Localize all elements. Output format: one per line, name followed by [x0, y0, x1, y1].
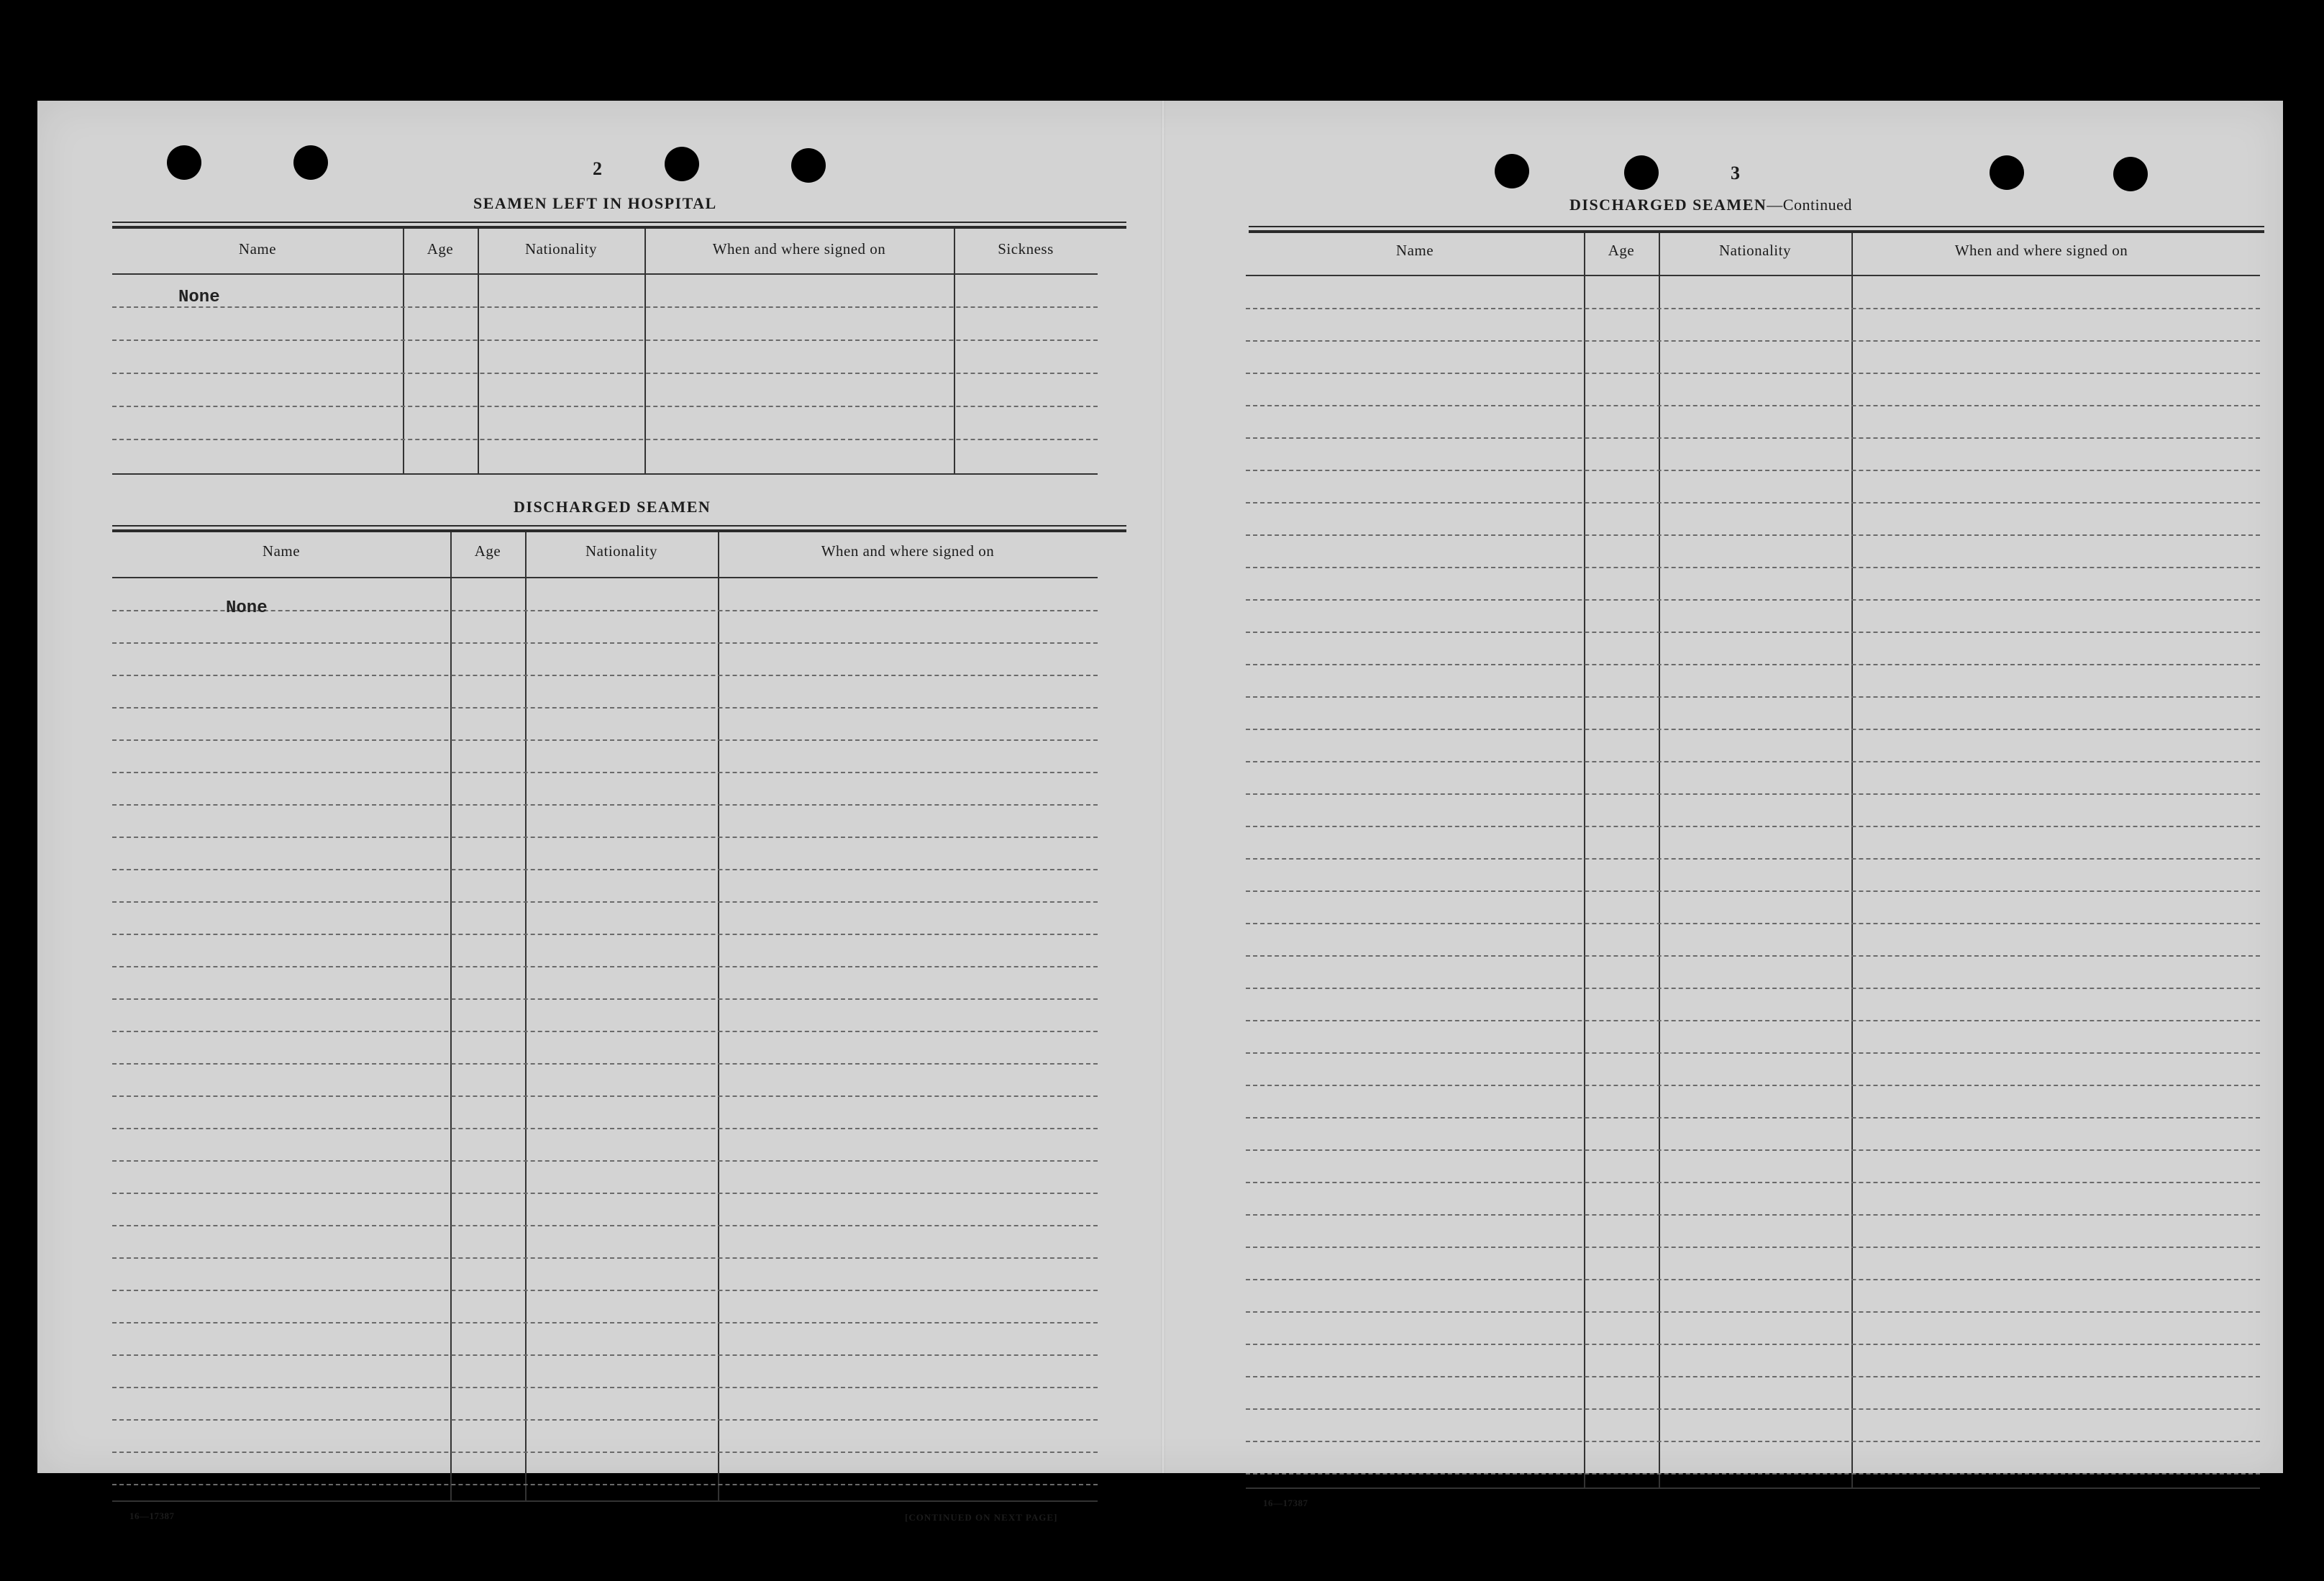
column-header-age: Age: [1608, 242, 1635, 259]
column-divider: [403, 229, 404, 473]
punch-hole: [167, 145, 201, 180]
double-rule: [1249, 226, 2264, 227]
ruled-line: [1246, 1149, 2260, 1151]
ruled-line: [1246, 826, 2260, 827]
ruled-line: [1246, 470, 2260, 471]
ruled-line: [1246, 1344, 2260, 1345]
ruled-line: [1246, 1214, 2260, 1216]
column-divider: [1659, 233, 1660, 1487]
section-title-main: DISCHARGED SEAMEN: [1569, 196, 1767, 214]
ruled-line: [1246, 988, 2260, 989]
double-rule: [112, 525, 1126, 527]
ruled-line: [112, 998, 1098, 1000]
ruled-line: [1246, 1311, 2260, 1313]
column-header-nationality: Nationality: [1719, 242, 1791, 259]
column-header-signed-on: When and where signed on: [821, 542, 995, 560]
column-divider: [644, 229, 646, 473]
header-rule: [112, 577, 1098, 578]
column-header-name: Name: [1395, 242, 1434, 259]
ruled-line: [1246, 1408, 2260, 1410]
column-divider: [1584, 233, 1585, 1487]
section-end-rule: [112, 473, 1098, 475]
column-divider: [478, 229, 479, 473]
ruled-line: [1246, 696, 2260, 698]
ruled-line: [1246, 793, 2260, 795]
ruled-line: [1246, 1052, 2260, 1054]
column-header-name: Name: [238, 240, 277, 258]
ruled-line: [1246, 858, 2260, 860]
ruled-line: [112, 306, 1098, 308]
ruled-line: [112, 439, 1098, 440]
ruled-line: [1246, 1473, 2260, 1475]
ruled-line: [112, 1063, 1098, 1065]
column-header-nationality: Nationality: [525, 240, 597, 258]
ruled-line: [1246, 373, 2260, 374]
punch-hole: [791, 148, 826, 183]
ruled-line: [1246, 1117, 2260, 1118]
ruled-line: [1246, 632, 2260, 633]
punch-hole: [1495, 154, 1529, 188]
double-rule: [112, 222, 1126, 223]
ruled-line: [1246, 534, 2260, 536]
header-rule: [1246, 275, 2260, 276]
punch-hole: [1990, 155, 2024, 190]
punch-hole: [293, 145, 328, 180]
ruled-line: [112, 707, 1098, 709]
section-title: SEAMEN LEFT IN HOSPITAL: [473, 194, 717, 212]
section-end-rule: [1246, 1487, 2260, 1489]
section-title: DISCHARGED SEAMEN: [514, 498, 711, 516]
ruled-line: [112, 1160, 1098, 1162]
section-title-suffix: —Continued: [1767, 196, 1852, 214]
ruled-line: [112, 1387, 1098, 1388]
ruled-line: [112, 340, 1098, 341]
ruled-line: [112, 642, 1098, 644]
column-header-name: Name: [262, 542, 301, 560]
ruled-line: [112, 1452, 1098, 1453]
ruled-line: [112, 837, 1098, 838]
ruled-line: [112, 772, 1098, 773]
ruled-line: [1246, 1085, 2260, 1086]
ruled-line: [1246, 955, 2260, 957]
punch-hole: [2113, 157, 2148, 191]
ruled-line: [1246, 664, 2260, 665]
section-title: [1569, 196, 1852, 214]
ruled-line: [1246, 1182, 2260, 1183]
column-header-nationality: Nationality: [585, 542, 657, 560]
ruled-line: [112, 739, 1098, 741]
ruled-line: [1246, 599, 2260, 601]
ruled-line: [112, 1128, 1098, 1129]
ruled-line: [1246, 890, 2260, 892]
ruled-line: [1246, 437, 2260, 439]
ruled-line: [112, 869, 1098, 870]
page-number: 2: [593, 158, 602, 179]
continued-note: [CONTINUED ON NEXT PAGE]: [905, 1512, 1058, 1523]
ruled-line: [1246, 729, 2260, 730]
hospital-entry: None: [178, 288, 220, 307]
ruled-line: [112, 373, 1098, 374]
column-header-sickness: Sickness: [998, 240, 1054, 258]
ruled-line: [1246, 1441, 2260, 1442]
form-number: 16—17387: [1263, 1498, 1308, 1508]
ruled-line: [1246, 1376, 2260, 1377]
column-header-age: Age: [427, 240, 454, 258]
column-header-signed-on: When and where signed on: [1954, 242, 2128, 259]
ruled-line: [1246, 1279, 2260, 1280]
ruled-line: [112, 1031, 1098, 1032]
ruled-line: [1246, 1247, 2260, 1248]
ruled-line: [1246, 761, 2260, 762]
discharged-entry: None: [226, 598, 268, 618]
column-header-signed-on: When and where signed on: [712, 240, 886, 258]
ruled-line: [112, 1193, 1098, 1194]
punch-hole: [665, 147, 699, 181]
section-end-rule: [112, 1500, 1098, 1502]
ruled-line: [1246, 308, 2260, 309]
punch-hole: [1624, 155, 1659, 190]
ruled-line: [112, 675, 1098, 676]
header-rule: [112, 273, 1098, 275]
column-header-age: Age: [474, 542, 501, 560]
ruled-line: [112, 1095, 1098, 1097]
ruled-line: [112, 406, 1098, 407]
form-number: 16—17387: [129, 1511, 175, 1521]
ruled-line: [1246, 923, 2260, 924]
ruled-line: [1246, 567, 2260, 568]
ruled-line: [112, 1322, 1098, 1323]
column-divider: [954, 229, 955, 473]
ruled-line: [112, 1257, 1098, 1259]
ruled-line: [1246, 340, 2260, 342]
ruled-line: [112, 1419, 1098, 1421]
ruled-line: [112, 1484, 1098, 1485]
page-fold: [1161, 101, 1165, 1473]
ruled-line: [112, 901, 1098, 903]
ruled-line: [112, 1354, 1098, 1356]
ruled-line: [1246, 502, 2260, 504]
ruled-line: [112, 1225, 1098, 1226]
ruled-line: [1246, 405, 2260, 406]
page-number: 3: [1731, 163, 1740, 183]
ruled-line: [112, 1290, 1098, 1291]
document-sheet: [37, 101, 2283, 1523]
ruled-line: [1246, 1020, 2260, 1021]
ruled-line: [112, 804, 1098, 806]
ruled-line: [112, 934, 1098, 935]
ruled-line: [112, 966, 1098, 967]
column-divider: [1851, 233, 1853, 1487]
